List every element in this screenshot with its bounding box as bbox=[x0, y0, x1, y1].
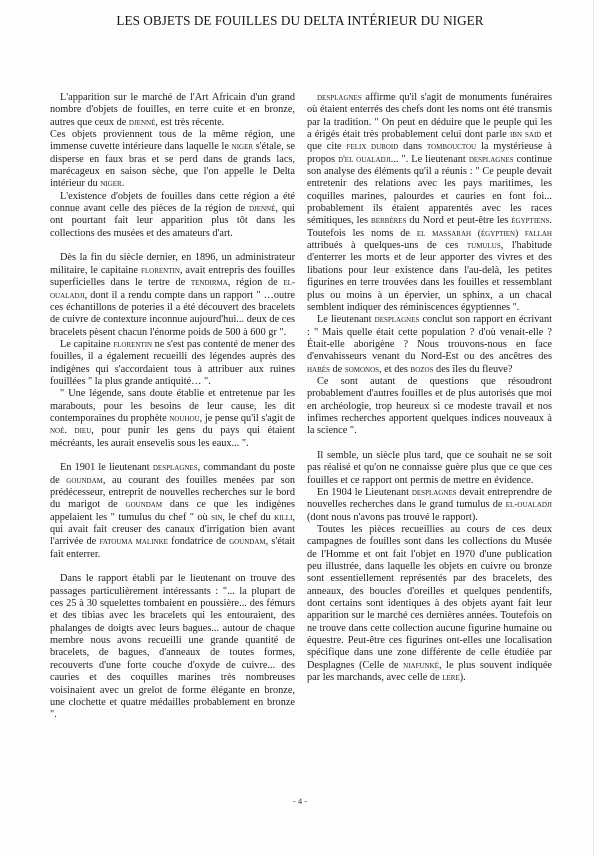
proper-noun: djenné bbox=[128, 117, 156, 128]
proper-noun: tendirma bbox=[190, 278, 228, 289]
paragraph: Toutes les pièces recueillies au cours de ces deux campagnes de fouilles sont dans les collections du Musée de l'Homme et ont fait l'objet en 1970 d'une publication peu illustrée, dans laquelle les objets en cuivre ou bronze sont essentiellement représentés par des bracelets, des anneaux, des boucles d'oreilles et quelques pendentifs, dont certains sont identiques à des objets ayant fait leur apparition sur le marché ces dernières années. Toutefois on ne trouve dans cette collection aucune figurine humaine ou équestre. Peut-être ces figurines ont-elles une localisation spécifique dans une zone différente de celle étudiée par Desplagnes (Celle de niafunké, le plus souvent indiquée par les marchands, avec celle de lere). bbox=[307, 524, 552, 684]
proper-noun: fatouma malinke bbox=[99, 537, 168, 548]
proper-noun: desplagnes bbox=[468, 154, 514, 165]
proper-noun: tumulus bbox=[466, 241, 501, 252]
paragraph-spacer bbox=[307, 438, 552, 450]
paragraph-spacer bbox=[50, 561, 295, 573]
scan-edge-line bbox=[593, 0, 594, 856]
page-number: - 4 - bbox=[292, 796, 308, 806]
proper-noun: égyptiens bbox=[511, 216, 550, 227]
proper-noun: niger bbox=[231, 142, 254, 153]
right-column bbox=[307, 92, 552, 685]
proper-noun: desplagnes bbox=[317, 93, 362, 103]
paragraph: Ces objets proviennent tous de la même région, une immense cuvette intérieure dans laquelle le niger s'étale, se disperse en faux bras et se perd dans de grands lacs, marécageux en saison sèche, que l'on appelle le Delta intérieur du niger. bbox=[50, 129, 295, 190]
proper-noun: goundam bbox=[229, 537, 266, 548]
paragraph: " Une légende, sans doute établie et entretenue par les marabouts, pour les besoins de leur cause, les dit contemporaines du prophète nouhou, je pense qu'il s'agit de noé. dieu, pour punir les gens du pays qui étaient mécréants, les aurait ensevelis sous les eaux... ". bbox=[50, 388, 295, 449]
proper-noun: desplagnes bbox=[411, 488, 457, 498]
paragraph: Dès la fin du siècle dernier, en 1896, un administrateur militaire, le capitaine florentin, avait entrepris des fouilles superficielles dans le tertre de tendirma, région de el-oualadji, dont il a rendu compte dans un rapport " …outre ces échantillons de poteries il a été découvert des bracelets de cuivre de contexture inconnue aujourd'hui... deux de ces bracelets pèsent chacun l'énorme poids de 500 à 600 gr ". bbox=[50, 252, 295, 338]
paragraph: desplagnes affirme qu'il s'agit de monuments funéraires où étaient enterrés des chefs dont les noms ont été transmis par la tradition. " On peut en déduire que le peuple qui les a érigés était très probablement celui dont parle ibn said et que cite felix duboid dans tombouctou la mystérieuse à propos d'el oualadji... ". Le lieutenant desplagnes continue son analyse des éléments qu'il a réunis : " Ce peuple devait entretenir des relations avec les pays maritimes, les coquilles marines, palourdes et cauries en font foi... probablement ils étaient apparentés avec les races sémitiques, les berbères du Nord et peut-être les égyptiens. Toutefois les noms de el massarah (égyptien) fallah attribués à quelques-uns de ces tumulus, l'habitude d'enterrer les morts et de leur apporter des vivres et des libations pour leur existence dans l'au-delà, les petites figurines en terre trouvées dans les fouilles et ressemblant plus ou moins à un épervier, un sphinx, a un chacal semblent indiquer des réminiscences égyptiennes ". bbox=[307, 92, 553, 313]
proper-noun: niger bbox=[100, 179, 122, 190]
proper-noun: el-oualadji bbox=[50, 278, 295, 301]
proper-noun: desplagnes bbox=[374, 315, 420, 326]
proper-noun: tombouctou bbox=[426, 142, 477, 153]
proper-noun: goundam bbox=[66, 475, 103, 486]
paragraph: Ce sont autant de questions que résoudront probablement d'autres fouilles et de plus autorisés que moi en archéologie, trop heureux si ce modeste travail et nos infimes recherches apportent quelques indices nouveaux à la science ". bbox=[307, 375, 552, 437]
paragraph: Le lieutenant desplagnes conclut son rapport en écrivant : " Mais quelle était cette population ? d'où venait-elle ? Était-elle aborigène ? Nous trouvons-nous en face d'envahisseurs venant du Nord-Est ou des ancêtres des habés de somonos, et des bozos des îles du fleuve? bbox=[307, 314, 553, 375]
proper-noun: d'el oualadji bbox=[338, 154, 391, 165]
proper-noun: florentin bbox=[113, 339, 153, 350]
proper-noun: bozos bbox=[410, 364, 434, 375]
paragraph: En 1904 le Lieutenant desplagnes devait entreprendre de nouvelles recherches dans le grand tumulus de el-oualadji (dont nous n'avons pas trouvé le rapport). bbox=[307, 487, 552, 523]
proper-noun: djenné bbox=[248, 204, 276, 215]
proper-noun: el massarah (égyptien) fallah bbox=[416, 228, 552, 239]
paragraph: Le capitaine florentin ne s'est pas contenté de mener des fouilles, il a également recueilli des légendes auprès des indigènes qui s'accordaient tous à attribuer aux ruines fouillées " la plus grande antiquité… ". bbox=[50, 338, 295, 387]
paragraph-spacer bbox=[50, 450, 295, 462]
proper-noun: killi bbox=[274, 512, 293, 523]
proper-noun: sin bbox=[211, 512, 223, 523]
proper-noun: noé bbox=[50, 426, 65, 437]
left-column bbox=[50, 92, 295, 722]
proper-noun: dieu bbox=[74, 426, 92, 437]
proper-noun: lere bbox=[442, 673, 460, 684]
page-title: LES OBJETS DE FOUILLES DU DELTA INTÉRIEUR DU NIGER bbox=[116, 13, 484, 28]
proper-noun: habés bbox=[307, 364, 330, 375]
paragraph: L'apparition sur le marché de l'Art Africain d'un grand nombre d'objets de fouilles, en terre cuite et en bronze, autres que ceux de djenné, est très récente. bbox=[50, 92, 295, 128]
paragraph: Il semble, un siècle plus tard, que ce souhait ne se soit pas réalisé et qu'on ne connaisse guère plus que ce que ces fouilles et ce rapport ont permis de mettre en évidence. bbox=[307, 449, 552, 486]
proper-noun: felix duboid bbox=[346, 142, 399, 153]
proper-noun: ibn said bbox=[509, 130, 542, 141]
proper-noun: florentin bbox=[140, 265, 180, 276]
proper-noun: nouhou bbox=[169, 413, 200, 424]
proper-noun: berbères bbox=[371, 216, 407, 227]
paragraph: En 1901 le lieutenant desplagnes, commandant du poste de goundam, au courant des fouilles menées par son prédécesseur, entreprit de nouvelles recherches sur le bord du marigot de goundam dans ce que les indigènes appelaient les " tumulus du chef " où sin, le chef du killi, qui avait fait creuser des canaux d'irrigation bien avant l'arrivée de fatouma malinke fondatrice de goundam, s'était fait enterrer. bbox=[50, 462, 296, 560]
paragraph-spacer bbox=[50, 240, 295, 252]
proper-noun: el-oualadji bbox=[505, 500, 552, 511]
paragraph: L'existence d'objets de fouilles dans cette région a été connue avant celle des pièces de la région de djenné, qui ont pourtant fait leur apparition plus tôt dans les collections des musées et des amateurs d'art. bbox=[50, 190, 295, 239]
proper-noun: niafunké bbox=[403, 660, 439, 671]
proper-noun: somonos bbox=[344, 364, 380, 375]
proper-noun: goundam bbox=[125, 500, 163, 511]
proper-noun: desplagnes bbox=[152, 463, 198, 474]
paragraph: Dans le rapport établi par le lieutenant on trouve des passages particulièrement intéressants : "... la plupart de ces 25 à 30 squelettes tombaient en poussière... des fémurs et des tibias avec les bracelets qui les entouraient, des phalanges de doigts avec leurs bagues... autour de chaque membre nous avons recueilli une grande quantité de bracelets, de bagues, d'anneaux de toutes formes, recouverts d'une forte couche d'oxyde de cuivre... des cauries et des coquilles marines très nombreuses voisinaient avec un grelot de forme élégante en bronze, une clochette et quatre médailles probablement en bronze ". bbox=[50, 573, 295, 721]
